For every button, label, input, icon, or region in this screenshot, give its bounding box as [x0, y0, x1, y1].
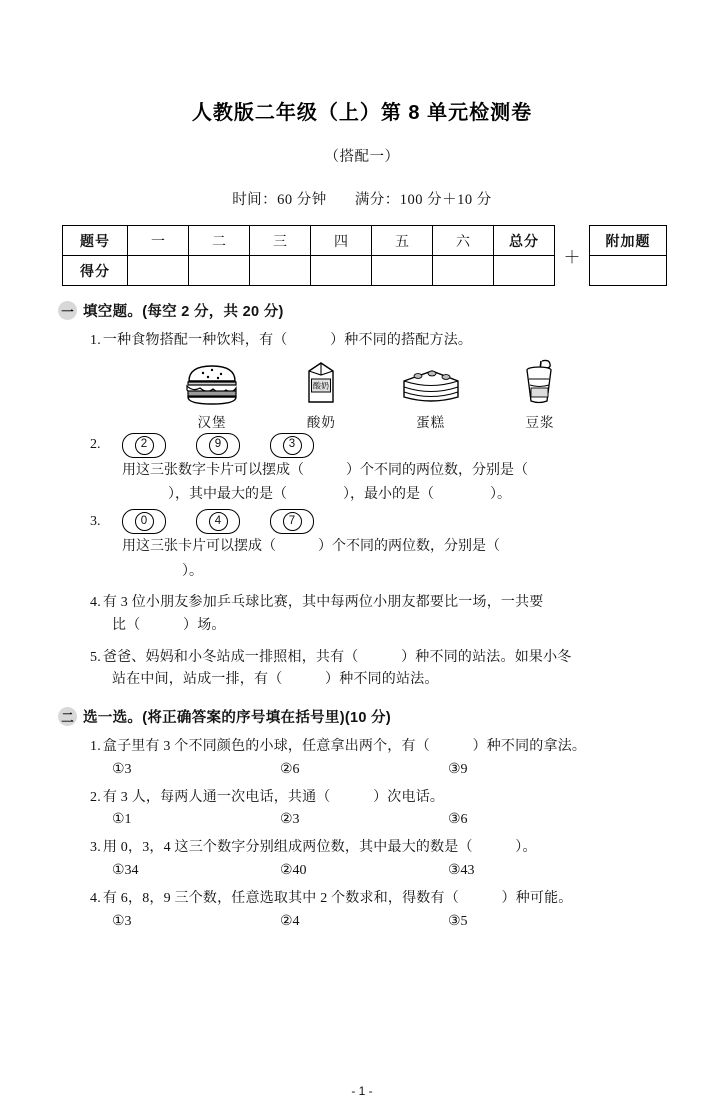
question-2-2-options	[112, 811, 668, 828]
question-1-1-number: 1.	[90, 333, 101, 348]
food-label-cake: 蛋糕	[416, 414, 446, 430]
score-table-row-score	[63, 256, 555, 286]
question-1-5-number: 5.	[90, 649, 101, 665]
question-1-2-cards	[56, 433, 668, 458]
question-2-2	[90, 787, 668, 810]
question-1-2-line2: ），其中最大的是（ ），最小的是（ ）。	[112, 487, 511, 503]
option-2-1-c[interactable]: ③9	[448, 761, 468, 777]
page-number: - 1 -	[351, 1084, 373, 1098]
option-2-2-c[interactable]: ③6	[448, 812, 468, 828]
question-2-1-options	[112, 761, 668, 778]
question-1-3-line2: ）。	[112, 563, 203, 579]
question-1-4-line1: 有 3 位小朋友参加乒乓球比赛，其中每两位小朋友都要比一场，一共要	[102, 595, 544, 611]
score-cell-5[interactable]	[372, 256, 433, 286]
question-2-1-text: 盒子里有 3 个不同颜色的小球，任意拿出两个，有（ ）种不同的拿法。	[102, 739, 587, 755]
number-card-9: 9	[196, 433, 240, 458]
extra-header-row	[590, 226, 667, 256]
page-title: 人教版二年级（上）第 8 单元检测卷	[191, 102, 533, 124]
plus-sign: ＋	[563, 248, 581, 267]
score-table-label-qno: 题号	[63, 226, 128, 256]
question-2-2-text: 有 3 人，每两人通一次电话，共通（ ）次电话。	[102, 789, 445, 805]
score-cell-total[interactable]	[494, 256, 555, 286]
food-item-cake	[385, 359, 477, 431]
page-subtitle: （搭配一）	[324, 149, 400, 165]
question-2-1	[90, 736, 668, 759]
full-score-label: 满分：100 分＋10 分	[354, 192, 492, 208]
score-cell-3[interactable]	[250, 256, 311, 286]
number-card-0: 0	[122, 509, 166, 534]
score-table-col-1: 一	[128, 226, 189, 256]
extra-label: 附加题	[590, 226, 667, 256]
option-2-2-a[interactable]: ①1	[112, 812, 132, 828]
question-2-3-text: 用 0，3，4 这三个数字分别组成两位数，其中最大的数是（ ）。	[102, 840, 537, 856]
score-table-area	[62, 225, 668, 286]
question-2-1-number: 1.	[90, 739, 101, 755]
cake-slice-icon	[385, 359, 477, 407]
svg-text:酸奶: 酸奶	[313, 381, 330, 391]
question-1-5-line1: 爸爸、妈妈和小冬站成一排照相，共有（ ）种不同的站法。如果小冬	[102, 649, 572, 665]
section-number-1: 一	[58, 301, 77, 320]
score-table-col-4: 四	[311, 226, 372, 256]
option-2-2-b[interactable]: ②3	[280, 812, 300, 828]
score-table-col-6: 六	[433, 226, 494, 256]
time-limit-label: 时间：60 分钟	[232, 192, 327, 208]
exam-page	[0, 96, 724, 1120]
food-item-soymilk	[494, 359, 586, 431]
question-1-4	[90, 592, 668, 637]
question-1-3-number: 3.	[90, 513, 101, 529]
question-2-3	[90, 837, 668, 860]
food-illustrations	[166, 359, 586, 431]
section-header-1	[58, 300, 668, 321]
score-table-col-2: 二	[189, 226, 250, 256]
option-2-4-b[interactable]: ②4	[280, 913, 300, 929]
question-1-3-cards	[56, 509, 668, 534]
number-card-3: 3	[270, 433, 314, 458]
question-1-4-number: 4.	[90, 595, 101, 611]
extra-score-row	[590, 256, 667, 286]
option-2-4-c[interactable]: ③5	[448, 913, 468, 929]
number-card-2: 2	[122, 433, 166, 458]
score-table-label-score: 得分	[63, 256, 128, 286]
option-2-1-a[interactable]: ①3	[112, 761, 132, 777]
section-header-2	[58, 706, 668, 727]
food-label-soymilk: 豆浆	[525, 414, 555, 430]
score-cell-6[interactable]	[433, 256, 494, 286]
question-1-2-line1: 用这三张数字卡片可以摆成（ ）个不同的两位数，分别是（	[122, 462, 528, 478]
score-table-row-header	[63, 226, 555, 256]
question-2-3-options	[112, 862, 668, 879]
exam-meta	[56, 188, 668, 209]
question-1-2-number: 2.	[90, 437, 101, 453]
score-cell-2[interactable]	[189, 256, 250, 286]
number-card-7: 7	[270, 509, 314, 534]
question-1-5	[90, 647, 668, 692]
option-2-3-c[interactable]: ③43	[448, 863, 475, 879]
section-title-2: 选一选。(将正确答案的序号填在括号里)(10 分)	[83, 710, 391, 727]
score-table-col-total: 总分	[494, 226, 555, 256]
score-cell-4[interactable]	[311, 256, 372, 286]
score-cell-1[interactable]	[128, 256, 189, 286]
question-2-4-number: 4.	[90, 891, 101, 907]
number-card-4: 4	[196, 509, 240, 534]
question-2-4-text: 有 6，8，9 三个数，任意选取其中 2 个数求和，得数有（ ）种可能。	[102, 891, 573, 907]
question-1-5-line2: 站在中间，站成一排，有（ ）种不同的站法。	[112, 672, 439, 688]
question-1-3-line1: 用这三张卡片可以摆成（ ）个不同的两位数，分别是（	[122, 539, 500, 555]
score-table	[62, 225, 555, 286]
question-1-1-text: 一种食物搭配一种饮料，有（ ）种不同的搭配方法。	[102, 333, 473, 348]
question-1-1	[90, 330, 668, 353]
option-2-1-b[interactable]: ②6	[280, 761, 300, 777]
food-label-hamburger: 汉堡	[197, 414, 227, 430]
option-2-3-a[interactable]: ①34	[112, 863, 139, 879]
question-2-3-number: 3.	[90, 840, 101, 856]
question-1-4-line2: 比（ ）场。	[112, 618, 226, 634]
milk-carton-icon	[275, 359, 367, 407]
score-table-col-3: 三	[250, 226, 311, 256]
food-item-yogurt	[275, 359, 367, 431]
food-item-hamburger	[166, 359, 258, 431]
soy-milk-cup-icon	[494, 359, 586, 407]
hamburger-icon	[166, 359, 258, 407]
option-2-3-b[interactable]: ②40	[280, 863, 307, 879]
question-2-2-number: 2.	[90, 789, 101, 805]
option-2-4-a[interactable]: ①3	[112, 913, 132, 929]
score-table-col-5: 五	[372, 226, 433, 256]
question-2-4	[90, 888, 668, 911]
extra-score-cell[interactable]	[590, 256, 667, 286]
food-label-yogurt: 酸奶	[306, 414, 336, 430]
extra-question-table	[589, 225, 667, 286]
section-number-2: 二	[58, 707, 77, 726]
question-2-4-options	[112, 913, 668, 930]
section-title-1: 填空题。(每空 2 分，共 20 分)	[83, 304, 284, 320]
